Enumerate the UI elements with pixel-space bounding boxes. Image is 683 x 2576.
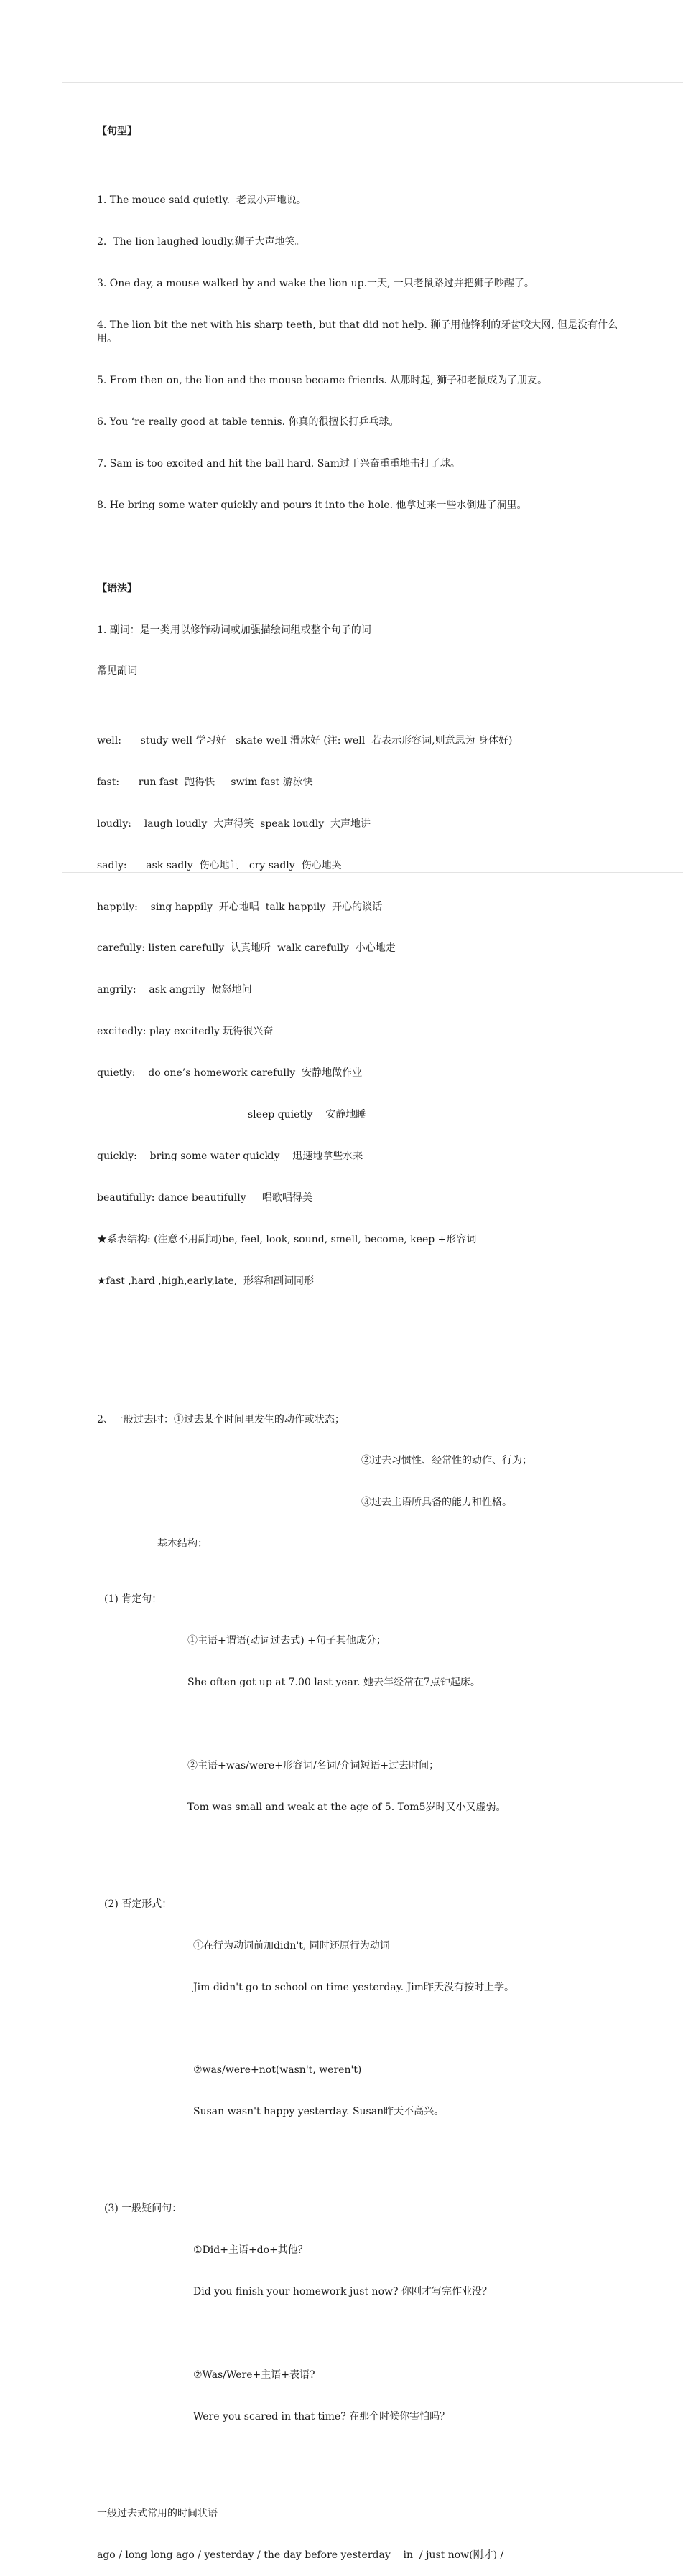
same-form-note: ★fast ,hard ,high,early,late, 形容和副词同形 [97, 1275, 315, 1287]
affirmative-label: (1) 肯定句： [104, 1593, 162, 1606]
adverb-item: angrily: ask angrily 愤怒地问 [97, 984, 252, 996]
sentence-patterns-header: 【句型】 [97, 125, 137, 137]
negative-example-1: Jim didn't go to school on time yesterday. Jim昨天没有按时上学。 [193, 1981, 514, 1993]
adverb-item: well: study well 学习好 skate well 滑冰好 (注: well 若表示形容词,则意思为 身体好) [97, 734, 513, 746]
spacer [97, 1718, 621, 1731]
affirmative-example-2: Tom was small and weak at the age of 5. Tom5岁时又小又虚弱。 [187, 1801, 506, 1813]
adverb-item: beautifully: dance beautifully 唱歌唱得美 [97, 1191, 312, 1204]
question-label: (3) 一般疑问句： [104, 2203, 182, 2215]
adverb-item-continued: sleep quietly 安静地睡 [248, 1108, 366, 1120]
question-rule-2: ②Was/Were+主语+表语? [193, 2369, 315, 2381]
past-tense-title: 2、一般过去时：①过去某个时间里发生的动作或状态； [97, 1413, 345, 1425]
spacer [97, 2327, 621, 2341]
affirmative-rule-1: ①主语+谓语(动词过去式) +句子其他成分； [187, 1635, 386, 1647]
negative-example-2: Susan wasn't happy yesterday. Susan昨天不高兴。 [193, 2106, 445, 2118]
spacer [97, 2147, 621, 2160]
affirmative-example-1: She often got up at 7.00 last year. 她去年经常在7点钟起床。 [187, 1677, 480, 1689]
spacer [97, 1357, 621, 1371]
past-tense-usage-2: ②过去习惯性、经常性的动作、行为； [361, 1455, 532, 1467]
negative-label: (2) 否定形式： [104, 1898, 172, 1910]
sentence-pattern-list [97, 167, 621, 540]
adverb-item: sadly: ask sadly 伤心地问 cry sadly 伤心地哭 [97, 859, 342, 871]
spacer [97, 2452, 621, 2465]
sentence-pattern-3: 3. One day, a mouse walked by and wake the lion up.一天, 一只老鼠路过并把狮子吵醒了。 [97, 278, 534, 290]
sentence-pattern-7: 7. Sam is too excited and hit the ball hard. Sam过于兴奋重重地击打了球。 [97, 458, 460, 470]
adverb-item: fast: run fast 跑得快 swim fast 游泳快 [97, 776, 313, 788]
sentence-pattern-1: 1. The mouce said quietly. 老鼠小声地说。 [97, 195, 307, 207]
sentence-pattern-8: 8. He bring some water quickly and pours it into the hole. 他拿过来一些水倒进了洞里。 [97, 499, 527, 511]
common-adverbs-title: 常见副词 [97, 665, 137, 678]
sentence-pattern-4: 4. The lion bit the net with his sharp teeth, but that did not help. 狮子用他锋利的牙齿咬大网, 但是没有什么用。 [97, 319, 618, 345]
spacer [97, 2023, 621, 2036]
sentence-pattern-2: 2. The lion laughed loudly.狮子大声地笑。 [97, 236, 305, 248]
adverb-item: quietly: do one’s homework carefully 安静地做作业 [97, 1067, 363, 1079]
document-body [97, 83, 621, 2576]
time-adverbials-list: ago / long long ago / yesterday / the day before yesterday in / just now(刚才) / [97, 2549, 504, 2561]
negative-rule-1: ①在行为动词前加didn't, 同时还原行为动词 [193, 1939, 390, 1952]
adverb-item: happily: sing happily 开心地唱 talk happily 开心的谈话 [97, 901, 383, 913]
adverb-item: loudly: laugh loudly 大声得笑 speak loudly 大声地讲 [97, 818, 371, 830]
spacer [97, 1842, 621, 1856]
grammar-header: 【语法】 [97, 582, 137, 594]
question-example-1: Did you finish your homework just now? 你刚才写完作业没？ [193, 2286, 492, 2298]
time-adverbials-title: 一般过去式常用的时间状语 [97, 2507, 218, 2519]
question-rule-1: ①Did+主语+do+其他？ [193, 2244, 308, 2257]
adverb-item: quickly: bring some water quickly 迅速地拿些水来 [97, 1150, 363, 1162]
basic-structure-label: 基本结构： [157, 1538, 208, 1550]
linking-verb-note: ★系表结构: (注意不用副词)be, feel, look, sound, smell, become, keep +形容词 [97, 1233, 477, 1245]
adverb-definition: 1. 副词：是一类用以修饰动词或加强描绘词组或整个句子的词 [97, 624, 371, 636]
affirmative-rule-2: ②主语+was/were+形容词/名词/介词短语+过去时间； [187, 1759, 440, 1771]
sentence-pattern-5: 5. From then on, the lion and the mouse became friends. 从那时起, 狮子和老鼠成为了朋友。 [97, 375, 548, 387]
negative-rule-2: ②was/were+not(wasn't, weren't) [193, 2064, 362, 2076]
question-example-2: Were you scared in that time? 在那个时候你害怕吗？ [193, 2410, 450, 2422]
adverb-item: carefully: listen carefully 认真地听 walk carefully 小心地走 [97, 942, 396, 955]
adverb-list [97, 706, 621, 1316]
sentence-pattern-6: 6. You ‘re really good at table tennis. 你真的很擅长打乒乓球。 [97, 416, 399, 428]
adverb-item: excitedly: play excitedly 玩得很兴奋 [97, 1026, 274, 1038]
past-tense-usage-3: ③过去主语所具备的能力和性格。 [361, 1497, 512, 1509]
